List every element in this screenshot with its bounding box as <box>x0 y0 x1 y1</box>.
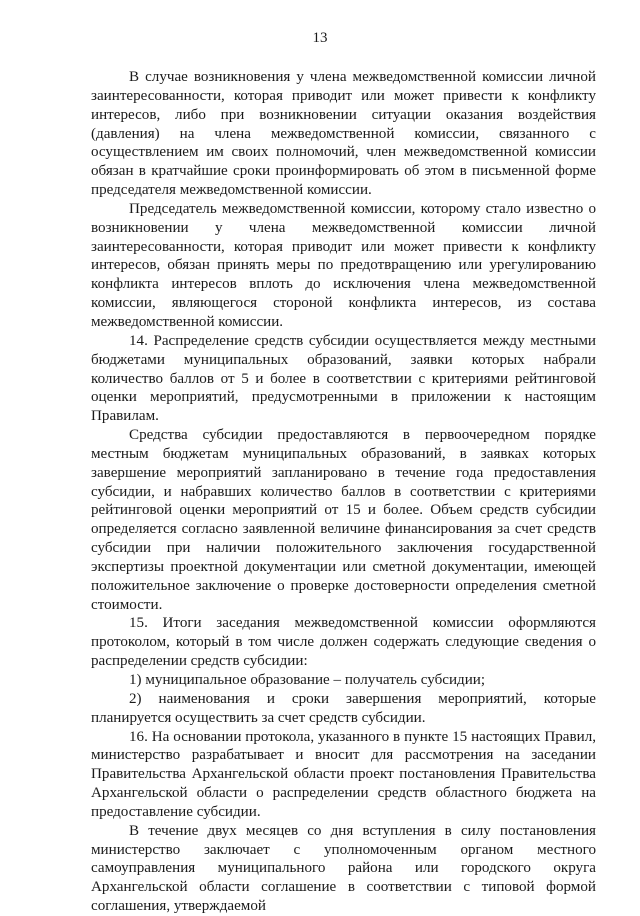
paragraph-agreement-deadline: В течение двух месяцев со дня вступления в силу постановления министерство заключает с уполномоченным органом местного самоуправления муниципального района или городского округа Архангельской области соглашение в соответствии с типовой формой соглашения, утверждаемой <box>91 822 596 915</box>
list-item-2: 2) наименования и сроки завершения мероприятий, которые планируется осуществить за счет средств субсидии. <box>91 690 596 726</box>
document-body <box>91 68 596 916</box>
paragraph-item-16: 16. На основании протокола, указанного в пункте 15 настоящих Правил, министерство разрабатывает и вносит для рассмотрения на заседании Правительства Архангельской области проект постановления Правительства Архангельской области о распределении средств областного бюджета на предоставление субсидии. <box>91 728 596 820</box>
paragraph-item-15: 15. Итоги заседания межведомственной комиссии оформляются протоколом, который в том числе должен содержать следующие сведения о распределении средств субсидии: <box>91 615 596 670</box>
paragraph-conflict-of-interest-member: В случае возникновения у члена межведомственной комиссии личной заинтересованности, которая приводит или может привести к конфликту интересов, либо при возникновении ситуации оказания воздействия (давления) на члена межведомственной комиссии, связанного с осуществлением им своих полномочий, член межведомственной комиссии обязан в кратчайшие сроки проинформировать об этом в письменной форме председателя межведомственной комиссии. <box>91 69 596 199</box>
list-item-1: 1) муниципальное образование – получатель субсидии; <box>129 672 486 688</box>
page-number: 13 <box>312 30 328 46</box>
paragraph-priority-allocation: Средства субсидии предоставляются в первоочередном порядке местным бюджетам муниципальных образований, в заявках которых завершение мероприятий запланировано в течение года предоставления субсидии, и набравших количество баллов в соответствии с критериями рейтинговой оценки мероприятий от 15 и более. Объем средств субсидии определяется согласно заявленной величине финансирования за счет средств субсидии при наличии положительного заключения государственной экспертизы проектной документации или сметной документации, имеющей положительное заключение о проверке достоверности определения сметной стоимости. <box>91 427 596 613</box>
paragraph-conflict-of-interest-chairman: Председатель межведомственной комиссии, которому стало известно о возникновении у члена межведомственной комиссии личной заинтересованности, которая приводит или может привести к конфликту интересов, обязан принять меры по предотвращению или урегулированию конфликта интересов вплоть до исключения члена межведомственной комиссии, являющегося стороной конфликта интересов, из состава межведомственной комиссии. <box>91 200 596 330</box>
paragraph-item-14: 14. Распределение средств субсидии осуществляется между местными бюджетами муниципальных образований, заявки которых набрали количество баллов от 5 и более в соответствии с критериями рейтинговой оценки мероприятий, предусмотренными в приложении к настоящим Правилам. <box>91 332 596 425</box>
